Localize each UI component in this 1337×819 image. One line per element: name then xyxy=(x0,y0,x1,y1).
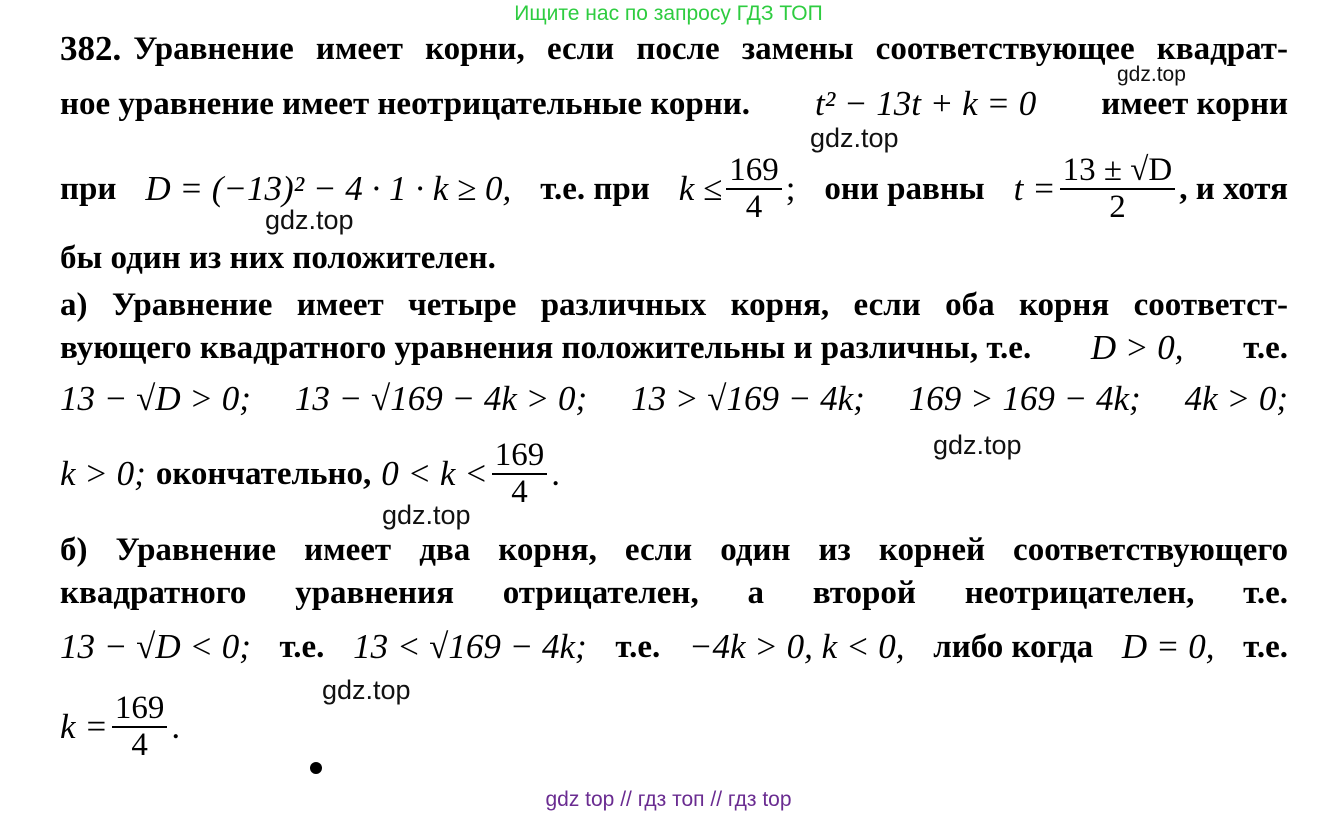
part-a-result xyxy=(60,435,1288,513)
watermark: gdz.top xyxy=(382,500,471,530)
watermark: gdz.top xyxy=(1117,63,1186,86)
ineq-2: 13 − √169 − 4k > 0; xyxy=(294,379,588,418)
fraction-range-numerator: 169 xyxy=(492,438,548,475)
ineq-3: 13 > √169 − 4k; xyxy=(631,379,865,418)
range-eq: 0 < k < xyxy=(381,454,488,493)
ineq-5: 4k > 0; xyxy=(1184,379,1288,418)
problem-line-4 xyxy=(60,236,1288,280)
final-period: . xyxy=(171,707,181,746)
part-b-result xyxy=(60,688,1288,766)
k-positive: k > 0; xyxy=(60,454,146,493)
k-final xyxy=(60,691,180,762)
fraction-169-4 xyxy=(726,153,782,224)
k-le: k ≤ xyxy=(678,169,723,208)
part-b-line-2 xyxy=(60,571,1288,615)
part-b-line-2-text: квадратного уравнения отрицателен, а второй неотрицателен, т.е. xyxy=(60,574,1288,611)
b-te-1: т.е. xyxy=(279,628,325,665)
k-final-eq: k = xyxy=(60,707,108,746)
problem-line-2 xyxy=(60,82,1288,126)
problem-line-1 xyxy=(60,27,1288,71)
word-pri: при xyxy=(60,170,117,207)
word-they-equal: они равны xyxy=(824,170,985,207)
fraction-range-denominator: 4 xyxy=(511,474,528,510)
fraction-numerator: 169 xyxy=(726,153,782,190)
part-a-line-1 xyxy=(60,283,1288,327)
range-period: . xyxy=(551,454,561,493)
t-root xyxy=(1014,153,1288,224)
bullet-dot xyxy=(310,762,322,774)
watermark: gdz.top xyxy=(933,430,1022,460)
fraction-t-numerator: 13 ± √D xyxy=(1060,153,1176,190)
b-ineq-2: 13 < √169 − 4k; xyxy=(353,627,587,666)
problem-line-2-tail: имеет корни xyxy=(1101,85,1288,122)
part-a-line-2 xyxy=(60,326,1288,370)
fraction-denominator: 4 xyxy=(745,189,763,225)
part-a-line-2-text: вующего квадратного уравнения положительны и различны, т.е. xyxy=(60,329,1032,366)
d-positive: D > 0, xyxy=(1090,328,1184,367)
problem-line-2-text: ное уравнение имеет неотрицательные корни. xyxy=(60,85,750,122)
k-bound xyxy=(679,153,796,224)
b-te-3: т.е. xyxy=(1243,628,1288,665)
problem-line-1-text: Уравнение имеет корни, если после замены соответствующее квадрат- xyxy=(133,30,1288,67)
word-te-pri: т.е. при xyxy=(540,170,650,207)
fraction-final-denominator: 4 xyxy=(131,727,148,763)
fraction-final-numerator: 169 xyxy=(112,691,168,728)
fraction-range xyxy=(492,438,548,509)
footer-links: gdz top // гдз топ // гдз top xyxy=(545,788,792,811)
word-finally: окончательно, xyxy=(155,455,372,492)
b-eq: D = 0, xyxy=(1121,627,1215,666)
t-eq: t = xyxy=(1013,169,1056,208)
part-b-line-3 xyxy=(60,625,1288,669)
ineq-4: 169 > 169 − 4k; xyxy=(908,379,1141,418)
b-or: либо когда xyxy=(933,628,1094,665)
problem-line-3 xyxy=(60,150,1288,228)
b-ineq-1: 13 − √D < 0; xyxy=(60,627,251,666)
ineq-1: 13 − √D > 0; xyxy=(60,379,251,418)
part-b-line-1-text: б) Уравнение имеет два корня, если один из корней соответствующего xyxy=(60,531,1288,568)
problem-number: 382. xyxy=(60,29,122,68)
final-range xyxy=(381,438,560,509)
problem-line-4-text: бы один из них положителен. xyxy=(60,239,496,276)
semicolon: ; xyxy=(785,169,796,208)
b-te-2: т.е. xyxy=(615,628,661,665)
part-b-line-1 xyxy=(60,528,1288,572)
fraction-t xyxy=(1060,153,1176,224)
watermark: gdz.top xyxy=(810,123,899,153)
watermark: gdz.top xyxy=(265,205,354,235)
watermark: gdz.top xyxy=(322,675,411,705)
part-a-line-1-text: а) Уравнение имеет четыре различных корня, если оба корня соответст- xyxy=(60,286,1288,323)
part-a-inequalities xyxy=(60,377,1288,421)
b-ineq-3: −4k > 0, k < 0, xyxy=(688,627,905,666)
discriminant-eq: D = (−13)² − 4 · 1 · k ≥ 0, xyxy=(145,169,512,208)
line-3-tail: , и хотя xyxy=(1179,170,1288,207)
part-a-line-2-tail: т.е. xyxy=(1243,329,1288,366)
fraction-final xyxy=(112,691,168,762)
fraction-t-denominator: 2 xyxy=(1109,189,1126,225)
search-banner: Ищите нас по запросу ГДЗ ТОП xyxy=(514,2,823,25)
equation-t: t² − 13t + k = 0 xyxy=(814,84,1037,123)
